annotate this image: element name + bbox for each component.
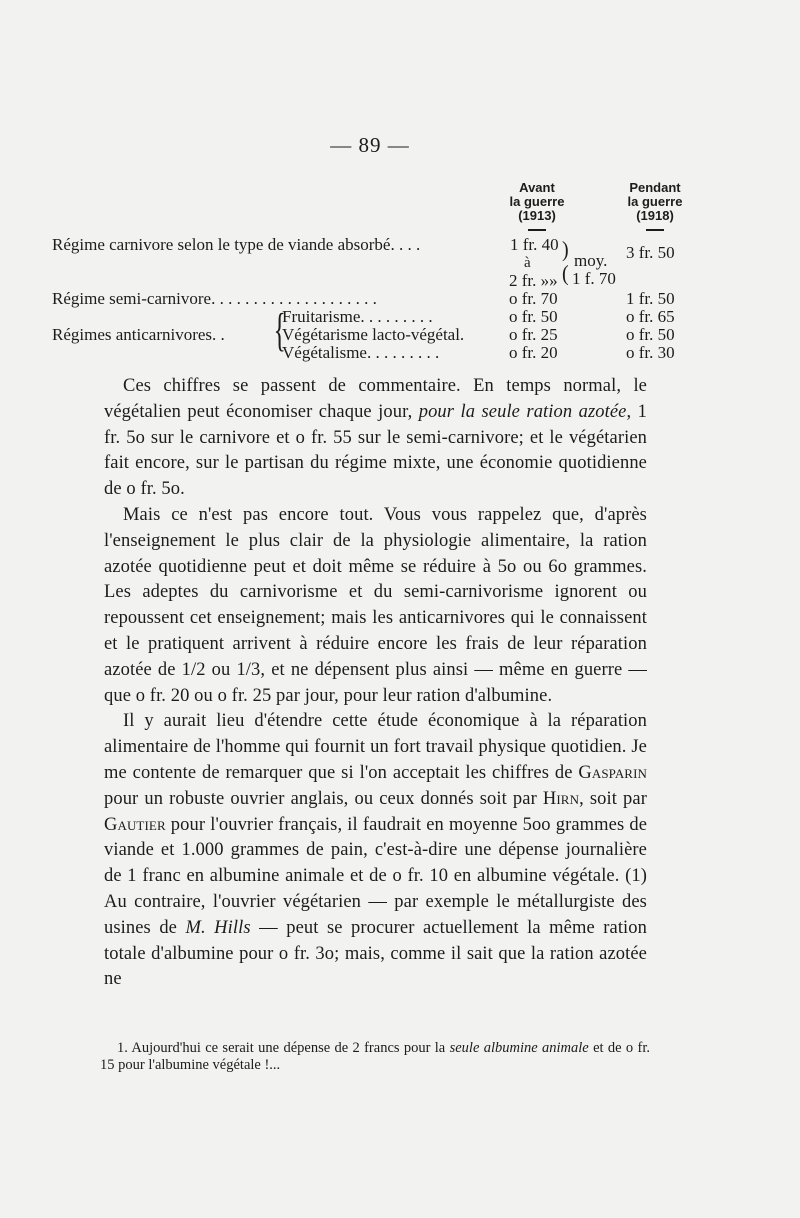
column-header-before-line2: la guerre: [509, 194, 565, 209]
footnote: [100, 1040, 650, 1074]
paragraph: [104, 709, 647, 993]
paragraph-3-text: Il y aurait lieu d'étendre cette étude économique à la réparation alimentaire de l'homme qui fournit un fort travail physique quotidien. Je me contente de remarquer que si l'on acceptait les chiffres de: [104, 711, 647, 783]
column-header-rule: [528, 229, 546, 231]
footnote-text: 1. Aujourd'hui ce serait une dépense de 2 francs pour la: [117, 1040, 450, 1056]
column-header-during-war: [610, 181, 700, 231]
row-fruitarisme-before: o fr. 50: [509, 307, 558, 326]
row-fruitarisme-during: o fr. 65: [626, 307, 675, 326]
group-anticarnivore-label: Régimes anticarnivores. .: [52, 325, 225, 344]
body-text: [104, 374, 647, 993]
column-header-before-war: [492, 181, 582, 231]
row-carnivore-label: Régime carnivore selon le type de viande absorbé. . . .: [52, 235, 421, 254]
footnote-paragraph: [100, 1040, 650, 1074]
row-carnivore-during: 3 fr. 50: [626, 243, 675, 262]
column-header-during-line2: la guerre: [627, 194, 683, 209]
paragraph-1-text: Ces chiffres se passent de commentaire. En temps normal, le végétalien peut économiser chaque jour,: [104, 376, 647, 422]
paragraph-1-text-cont: , 1 fr. 5o sur le carnivore et o fr. 55 sur le semi-carnivore; et le végétarien fait encore, sur le partisan du régime mixte, une économie quotidienne de o fr. 5o.: [104, 401, 647, 500]
row-carnivore-average-label: moy.: [574, 251, 608, 270]
column-header-before-line1: Avant: [519, 180, 555, 195]
row-semi-label: Régime semi-carnivore. . . . . . . . . . . . . . . . . . . .: [52, 289, 377, 308]
paragraph: [104, 374, 647, 503]
row-carnivore-before-min: 1 fr. 40: [510, 235, 559, 254]
paragraph: Mais ce n'est pas encore tout. Vous vous rappelez que, d'après l'enseignement le plus clair de la physiologie alimentaire, la ration azotée quotidienne peut et doit même se réduire à 5o ou 6o grammes. Les adeptes du carnivorisme et du semi-carnivorisme ignorent ou repoussent cet enseignement; mais les anticarnivores qui le connaissent et le pratiquent arrivent à réduire encore les frais de leur réparation azotée de 1/2 ou 1/3, et ne dépensent plus ainsi — même en guerre — que o fr. 20 ou o fr. 25 par jour, pour leur ration d'albumine.: [104, 504, 647, 706]
author-name-gasparin: Gasparin: [578, 762, 647, 783]
author-name-gautier: Gautier: [104, 814, 166, 835]
paragraph-3-text-e: — peut se procurer actuellement la même ration totale d'albumine pour o fr. 3o; mais, comme il sait que la ration azotée ne: [104, 917, 647, 990]
column-header-during-line3: (1918): [636, 208, 674, 223]
footnote-emphasis: seule albumine animale: [449, 1040, 589, 1056]
row-carnivore-before-max: 2 fr. »»: [509, 271, 558, 290]
author-name-hirn: Hirn: [542, 788, 580, 809]
brace-right: ): [562, 237, 569, 263]
group-brace-icon: {: [273, 304, 286, 356]
row-vegetalisme-before: o fr. 20: [509, 343, 558, 362]
column-header-rule: [646, 229, 664, 231]
row-carnivore-before-to: à: [524, 255, 531, 271]
row-semi-during: 1 fr. 50: [626, 289, 675, 308]
footnote-text-cont: et de o fr. 15 pour l'albumine végétale !...: [100, 1040, 650, 1073]
row-fruitarisme-label: Fruitarisme. . . . . . . . .: [282, 307, 433, 326]
row-vegetalisme-label: Végétalisme. . . . . . . . .: [282, 343, 440, 362]
column-header-before-line3: (1913): [518, 208, 556, 223]
row-carnivore-average: 1 f. 70: [572, 269, 616, 288]
column-header-during-line1: Pendant: [629, 180, 681, 195]
paragraph-3-text-b: pour un robuste ouvrier anglais, ou ceux donnés soit par: [104, 788, 543, 809]
brace-left: (: [562, 261, 569, 287]
emphasis-text: pour la seule ration azotée: [418, 401, 627, 422]
row-vegetalisme-during: o fr. 30: [626, 343, 675, 362]
row-semi-before: o fr. 70: [509, 289, 558, 308]
paragraph-3-text-d: pour l'ouvrier français, il faudrait en moyenne 5oo grammes de viande et 1.000 grammes de pain, c'est-à-dire une dépense journalière de 1 franc en albumine animale et de o fr. 10 en albumine végétale. (1) Au contraire, l'ouvrier végétarien — par exemple le métallurgiste des usines de: [104, 814, 647, 938]
paragraph-3-text-c: , soit par: [579, 788, 647, 809]
row-lacto-label: Végétarisme lacto-végétal.: [282, 325, 465, 344]
page-number: — 89 —: [330, 133, 410, 157]
row-lacto-during: o fr. 50: [626, 325, 675, 344]
emphasis-name-hills: M. Hills: [185, 917, 251, 938]
row-lacto-before: o fr. 25: [509, 325, 558, 344]
